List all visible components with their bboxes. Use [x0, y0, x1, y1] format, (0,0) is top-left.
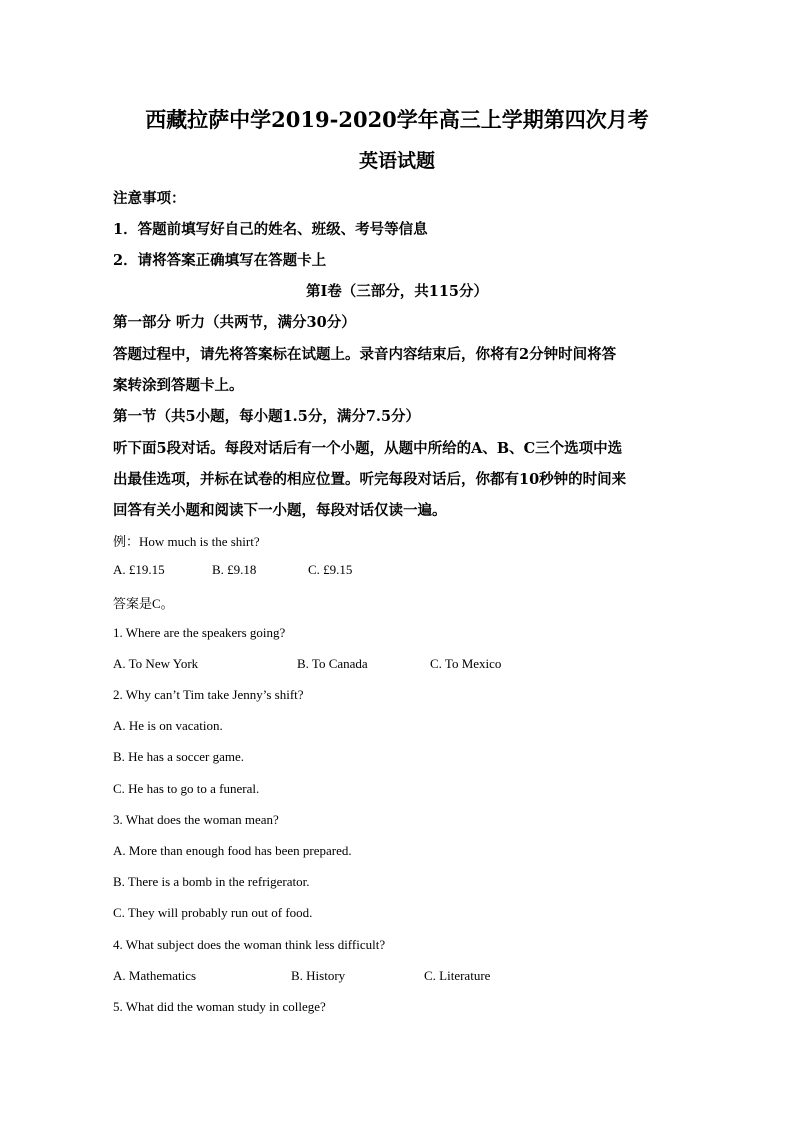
question-2-option-b: B. He has a soccer game.	[113, 749, 245, 764]
question-4-option-c: C. Literature	[424, 968, 491, 983]
question-4: 4. What subject does the woman think less difficult?	[113, 937, 386, 952]
notice-item-1: 1．答题前填写好自己的姓名、班级、考号等信息	[113, 221, 428, 238]
question-2: 2. Why can’t Tim take Jenny’s shift?	[113, 687, 304, 702]
example-question: 例：How much is the shirt?	[113, 534, 260, 549]
notice-heading: 注意事项：	[113, 190, 186, 207]
exam-subtitle: 英语试题	[358, 150, 435, 172]
section1-instr-line-2: 出最佳选项，并标在试卷的相应位置。听完每段对话后，你都有10秒钟的时间来	[113, 471, 627, 488]
question-2-option-a: A. He is on vacation.	[113, 718, 223, 733]
question-5: 5. What did the woman study in college?	[113, 999, 326, 1014]
instructions-line-2: 案转涂到答题卡上。	[113, 377, 244, 394]
question-3-option-b: B. There is a bomb in the refrigerator.	[113, 874, 310, 889]
example-option-b: B. £9.18	[212, 562, 257, 577]
instructions-line-1: 答题过程中，请先将答案标在试题上。录音内容结束后，你将有2分钟时间将答	[113, 346, 617, 363]
section1-instr-line-3: 回答有关小题和阅读下一小题，每段对话仅读一遍。	[113, 502, 447, 519]
volume-heading: 第I卷（三部分，共115分）	[305, 283, 489, 300]
question-3-option-a: A. More than enough food has been prepared.	[113, 843, 352, 858]
example-option-c: C. £9.15	[308, 562, 353, 577]
example-option-a: A. £19.15	[113, 562, 165, 577]
section1-heading: 第一节（共5小题，每小题1.5分，满分7.5分）	[113, 408, 421, 425]
question-3: 3. What does the woman mean?	[113, 812, 279, 827]
question-1-option-b: B. To Canada	[297, 656, 368, 671]
section1-instr-line-1: 听下面5段对话。每段对话后有一个小题，从题中所给的A、B、C三个选项中选	[113, 440, 623, 457]
exam-title: 西藏拉萨中学2019-2020学年高三上学期第四次月考	[145, 107, 649, 132]
question-1-option-c: C. To Mexico	[430, 656, 502, 671]
example-answer: 答案是C。	[113, 596, 174, 611]
notice-item-2: 2．请将答案正确填写在答题卡上	[113, 252, 327, 269]
question-3-option-c: C. They will probably run out of food.	[113, 905, 313, 920]
question-4-option-b: B. History	[291, 968, 346, 983]
question-4-option-a: A. Mathematics	[113, 968, 197, 983]
part1-heading: 第一部分 听力（共两节，满分30分）	[113, 314, 356, 331]
question-1: 1. Where are the speakers going?	[113, 625, 286, 640]
question-2-option-c: C. He has to go to a funeral.	[113, 781, 260, 796]
question-1-option-a: A. To New York	[113, 656, 199, 671]
